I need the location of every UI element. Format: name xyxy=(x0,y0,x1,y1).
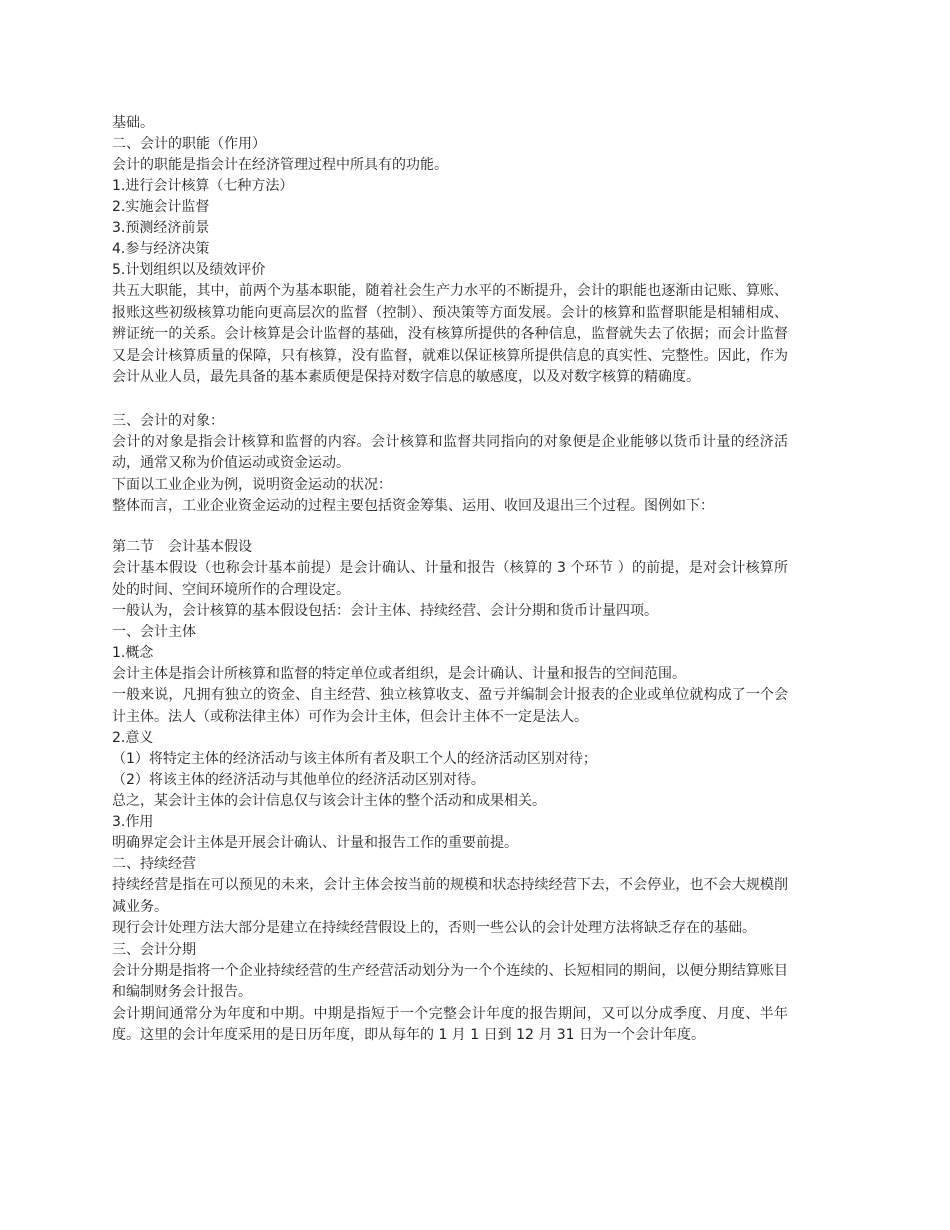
spacer xyxy=(112,389,788,411)
subheading: 2.意义 xyxy=(112,730,154,746)
subheading: 3.作用 xyxy=(112,814,154,830)
paragraph: 会计的对象是指会计核算和监督的内容。会计核算和监督共同指向的对象便是企业能够以货币计量的经济活动，通常又称为价值运动或资金运动。 xyxy=(112,433,788,471)
text-line: 明确界定会计主体是开展会计确认、计量和报告工作的重要前提。 xyxy=(112,835,518,851)
list-item: （2）将该主体的经济活动与其他单位的经济活动区别对待。 xyxy=(112,772,485,788)
list-item: 5.计划组织以及绩效评价 xyxy=(112,262,266,278)
paragraph: 共五大职能，其中，前两个为基本职能，随着社会生产力水平的不断提升，会计的职能也逐渐由记账、算账、报账这些初级核算功能向更高层次的监督（控制）、预决策等方面发展。会计的核算和监督职能是相辅相成、辨证统一的关系。会计核算是会计监督的基础，没有核算所提供的各种信息，监督就失去了依据；而会计监督又是会计核算质量的保障，只有核算，没有监督，就难以保证核算所提供信息的真实性、完整性。因此，作为会计从业人员，最先具备的基本素质便是保持对数字信息的敏感度，以及对数字核算的精确度。 xyxy=(112,283,788,385)
section-heading: 二、会计的职能（作用） xyxy=(112,136,266,152)
document-page xyxy=(112,113,788,1047)
paragraph: 现行会计处理方法大部分是建立在持续经营假设上的，否则一些公认的会计处理方法将缺乏存在的基础。 xyxy=(112,920,756,936)
list-item: 2.实施会计监督 xyxy=(112,199,210,215)
paragraph: 会计期间通常分为年度和中期。中期是指短于一个完整会计年度的报告期间，又可以分成季度、月度、半年度。这里的会计年度采用的是日历年度，即从每年的 1 月 1 日到 12 月 31 日为一个会计年度。 xyxy=(112,1005,788,1043)
list-item: 1.进行会计核算（七种方法） xyxy=(112,178,294,194)
subheading: 1.概念 xyxy=(112,645,154,661)
text-line: 会计主体是指会计所核算和监督的特定单位或者组织，是会计确认、计量和报告的空间范围。 xyxy=(112,666,686,682)
spacer xyxy=(112,517,788,537)
paragraph: 会计基本假设（也称会计基本前提）是会计确认、计量和报告（核算的 3 个环节 ）的前提，是对会计核算所处的时间、空间环境所作的合理设定。 xyxy=(112,560,788,598)
section-heading: 二、持续经营 xyxy=(112,856,196,872)
paragraph: 持续经营是指在可以预见的未来，会计主体会按当前的规模和状态持续经营下去，不会停业，也不会大规模削减业务。 xyxy=(112,877,788,915)
section-heading: 一、会计主体 xyxy=(112,624,196,640)
text-line: 总之，某会计主体的会计信息仅与该会计主体的整个活动和成果相关。 xyxy=(112,793,546,809)
list-item: 3.预测经济前景 xyxy=(112,220,210,236)
text-line: 会计的职能是指会计在经济管理过程中所具有的功能。 xyxy=(112,157,448,173)
paragraph: 一般来说，凡拥有独立的资金、自主经营、独立核算收支、盈亏并编制会计报表的企业或单位就构成了一个会计主体。法人（或称法律主体）可作为会计主体，但会计主体不一定是法人。 xyxy=(112,687,788,725)
text-line: 下面以工业企业为例，说明资金运动的状况： xyxy=(112,476,392,493)
chapter-heading: 第二节 会计基本假设 xyxy=(112,539,252,555)
section-heading: 三、会计分期 xyxy=(112,941,196,958)
list-item: （1）将特定主体的经济活动与该主体所有者及职工个人的经济活动区别对待； xyxy=(112,751,597,767)
paragraph: 整体而言，工业企业资金运动的过程主要包括资金筹集、运用、收回及退出三个过程。图例如下： xyxy=(112,497,714,514)
text-line: 一般认为，会计核算的基本假设包括：会计主体、持续经营、会计分期和货币计量四项。 xyxy=(112,603,658,619)
text-line: 基础。 xyxy=(112,115,154,131)
paragraph: 会计分期是指将一个企业持续经营的生产经营活动划分为一个个连续的、长短相同的期间，以便分期结算账目和编制财务会计报告。 xyxy=(112,962,788,1000)
list-item: 4.参与经济决策 xyxy=(112,241,210,257)
section-heading: 三、会计的对象： xyxy=(112,412,224,429)
